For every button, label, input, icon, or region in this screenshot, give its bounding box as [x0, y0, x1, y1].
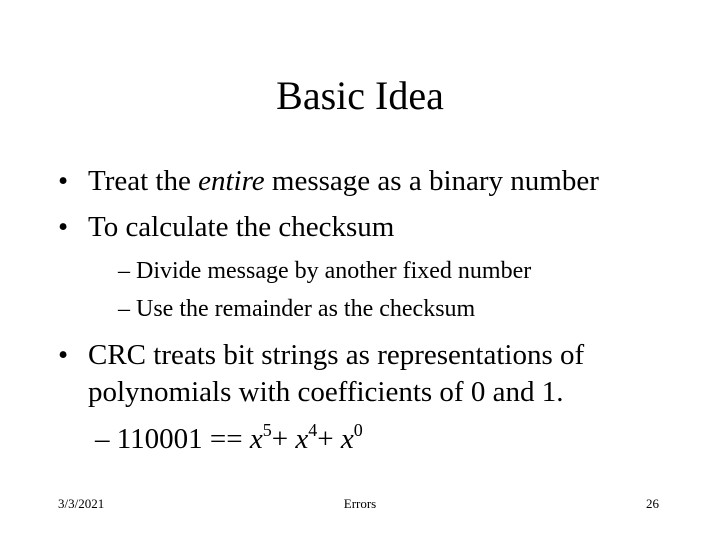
sub-bullet-1: – Divide message by another fixed number [118, 258, 532, 284]
bullet-dot-icon: • [58, 165, 69, 197]
footer-date: 3/3/2021 [58, 496, 105, 511]
bullet-text-post: message as a binary number [264, 165, 599, 197]
footer-title: Errors [343, 496, 377, 511]
poly-exponent: 0 [353, 420, 363, 440]
bullet-dot-icon: • [58, 339, 69, 371]
polynomial-prefix: – 110001 == [95, 423, 250, 455]
bullet-dot-icon: • [58, 211, 69, 243]
bullet-text [88, 163, 599, 199]
slide-title: Basic Idea [276, 73, 444, 118]
poly-var: x [295, 423, 309, 455]
poly-exponent: 5 [262, 420, 272, 440]
poly-var: x [340, 423, 354, 455]
poly-exponent: 4 [308, 420, 318, 440]
bullet-text-pre: Treat the [88, 165, 199, 197]
bullet-text-emphasis: entire [198, 165, 265, 197]
poly-plus: + [317, 423, 341, 455]
poly-var: x [249, 423, 263, 455]
bullet-text-line-2: polynomials with coefficients of 0 and 1. [88, 376, 564, 408]
polynomial-example [95, 421, 363, 457]
bullet-text-line-1: CRC treats bit strings as representations of [88, 339, 585, 371]
footer-page-number: 26 [646, 496, 659, 511]
bullet-text: To calculate the checksum [88, 211, 395, 243]
sub-bullet-2: – Use the remainder as the checksum [118, 296, 476, 322]
poly-plus: + [271, 423, 296, 455]
